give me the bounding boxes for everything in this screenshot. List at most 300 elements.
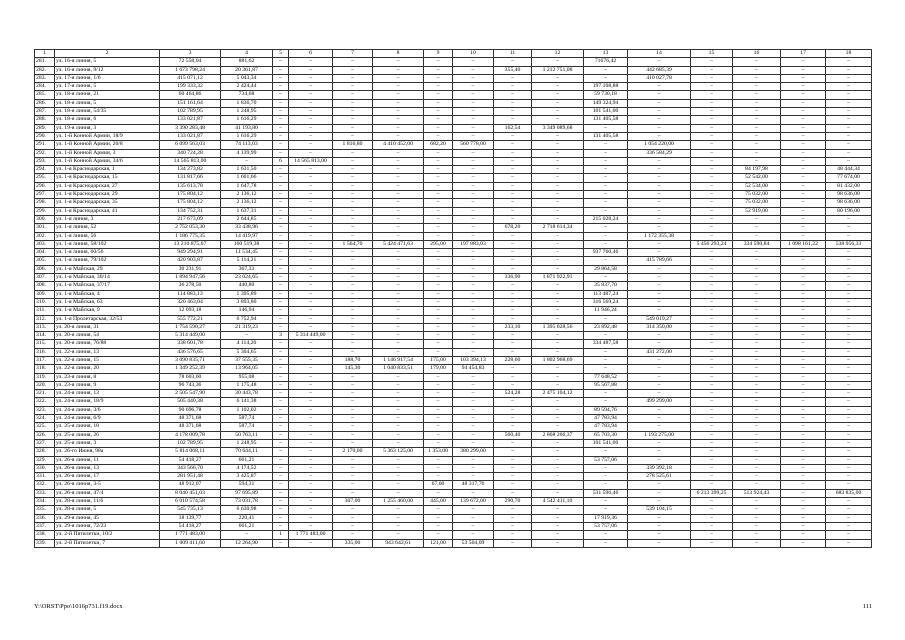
table-cell: – (424, 274, 453, 282)
column-header: 2 (55, 50, 160, 58)
table-cell: – (733, 506, 781, 514)
table-cell: – (333, 99, 373, 107)
table-cell: – (333, 257, 373, 265)
table-cell: – (333, 307, 373, 315)
row-number: 300. (35, 215, 55, 223)
table-cell: – (691, 108, 733, 116)
table-cell: – (424, 290, 453, 298)
table-cell: – (781, 282, 826, 290)
table-cell: – (781, 332, 826, 340)
table-cell: – (424, 116, 453, 124)
table-cell: 415 071,12 (160, 74, 221, 82)
column-header: 18 (826, 50, 872, 58)
table-cell: 3 390 283,48 (160, 124, 221, 132)
table-cell: – (273, 522, 289, 530)
table-cell: – (424, 348, 453, 356)
table-cell: 661,21 (221, 456, 273, 464)
table-cell: 54 418,27 (160, 456, 221, 464)
table-cell: – (733, 448, 781, 456)
table-cell: – (453, 381, 494, 389)
table-cell: – (826, 332, 872, 340)
table-cell: – (781, 531, 826, 539)
table-row (35, 373, 872, 381)
table-cell: – (628, 240, 691, 248)
table-cell: – (273, 282, 289, 290)
table-cell: – (584, 166, 628, 174)
table-cell: – (453, 506, 494, 514)
table-cell: – (273, 464, 289, 472)
row-number: 299. (35, 207, 55, 215)
table-cell: – (532, 415, 584, 423)
table-cell: 545 735,13 (160, 506, 221, 514)
table-cell: – (532, 464, 584, 472)
table-row (35, 215, 872, 223)
address-cell: ул. 1-й Конной Армии, 3 (55, 149, 160, 157)
column-header: 8 (373, 50, 424, 58)
table-row (35, 448, 872, 456)
table-cell: – (584, 191, 628, 199)
address-cell: ул. 20-я линия, 31 (55, 323, 160, 331)
table-cell: – (494, 423, 532, 431)
table-cell: – (733, 83, 781, 91)
table-cell: 139 672,00 (453, 498, 494, 506)
row-number: 327. (35, 439, 55, 447)
table-row (35, 356, 872, 364)
table-cell: 11 534,45 (221, 249, 273, 257)
table-cell: 683 835,00 (826, 489, 872, 497)
table-cell: – (273, 323, 289, 331)
table-cell: – (424, 381, 453, 389)
table-cell: – (424, 282, 453, 290)
table-cell: 343 566,70 (160, 464, 221, 472)
table-cell: – (333, 224, 373, 232)
table-cell: – (584, 398, 628, 406)
table-row (35, 390, 872, 398)
table-cell: – (532, 215, 584, 223)
table-cell: 314 350,00 (628, 323, 691, 331)
table-row (35, 124, 872, 132)
table-cell: 1 349 252,39 (160, 365, 221, 373)
table-cell: – (289, 307, 333, 315)
row-number: 290. (35, 132, 55, 140)
table-cell: – (826, 249, 872, 257)
table-cell: – (494, 398, 532, 406)
table-cell: – (494, 58, 532, 66)
table-cell: – (373, 99, 424, 107)
table-cell: 20 361,87 (221, 66, 273, 74)
row-number: 282. (35, 66, 55, 74)
table-cell: – (424, 398, 453, 406)
table-cell: – (691, 539, 733, 547)
address-cell: ул. 23-я линия, 8 (55, 373, 160, 381)
table-cell: 94 454,83 (453, 365, 494, 373)
address-cell: ул. 2-й Пятилетки, 7 (55, 539, 160, 547)
table-cell: – (453, 431, 494, 439)
address-cell: ул. 24-я линия, 6/9 (55, 415, 160, 423)
address-cell: ул. 18-я линия, 5 (55, 99, 160, 107)
table-cell: – (781, 249, 826, 257)
table-cell: – (826, 282, 872, 290)
table-cell: – (453, 348, 494, 356)
data-table (34, 49, 872, 548)
table-cell: – (289, 257, 333, 265)
table-cell: – (273, 99, 289, 107)
row-number: 305. (35, 257, 55, 265)
table-cell: 6 630,98 (221, 506, 273, 514)
table-cell: – (453, 58, 494, 66)
table-cell: – (453, 307, 494, 315)
table-cell: – (532, 340, 584, 348)
table-cell: 734,68 (221, 91, 273, 99)
table-cell: – (333, 481, 373, 489)
table-cell: 442 685,39 (628, 66, 691, 74)
table-cell: – (333, 74, 373, 82)
table-cell: – (289, 340, 333, 348)
table-cell: – (691, 166, 733, 174)
table-cell: 72 558,04 (160, 58, 221, 66)
table-cell: – (424, 199, 453, 207)
table-cell: – (424, 431, 453, 439)
table-row (35, 191, 872, 199)
table-cell: – (373, 83, 424, 91)
table-cell: – (584, 66, 628, 74)
row-number: 309. (35, 290, 55, 298)
table-cell: – (373, 224, 424, 232)
table-cell: – (691, 390, 733, 398)
table-cell: 52 534,00 (733, 182, 781, 190)
table-row (35, 116, 872, 124)
row-number: 302. (35, 232, 55, 240)
table-cell: 149 324,94 (584, 99, 628, 107)
table-cell: 445,00 (424, 498, 453, 506)
table-cell: 355,40 (494, 66, 532, 74)
table-cell: – (424, 124, 453, 132)
table-cell: – (273, 539, 289, 547)
table-cell: – (781, 356, 826, 364)
table-cell: – (494, 282, 532, 290)
table-cell: 23 892,48 (584, 323, 628, 331)
table-cell: 338 601,78 (160, 340, 221, 348)
table-cell: – (826, 66, 872, 74)
table-row (35, 298, 872, 306)
table-cell: – (584, 539, 628, 547)
table-cell: – (424, 423, 453, 431)
table-cell: – (289, 539, 333, 547)
table-cell: – (273, 166, 289, 174)
table-cell: 8 040 451,03 (160, 489, 221, 497)
table-cell: – (733, 365, 781, 373)
table-cell: 2 170,00 (333, 448, 373, 456)
table-cell: – (333, 348, 373, 356)
address-cell: ул. 26-я линия, 3-5 (55, 481, 160, 489)
table-cell: – (453, 157, 494, 165)
table-cell: – (289, 423, 333, 431)
table-cell: – (691, 265, 733, 273)
table-cell: – (826, 423, 872, 431)
table-cell: – (691, 232, 733, 240)
table-cell: – (826, 58, 872, 66)
table-cell: – (373, 423, 424, 431)
table-cell: 4 178 009,78 (160, 431, 221, 439)
table-cell: 380 299,00 (453, 448, 494, 456)
table-cell: – (532, 282, 584, 290)
row-number: 325. (35, 423, 55, 431)
table-cell: – (532, 332, 584, 340)
table-cell: – (584, 240, 628, 248)
column-header: 10 (453, 50, 494, 58)
table-cell: – (453, 332, 494, 340)
table-cell: – (781, 431, 826, 439)
table-cell: – (826, 406, 872, 414)
table-cell: – (373, 66, 424, 74)
table-cell: – (691, 132, 733, 140)
table-cell: – (628, 290, 691, 298)
table-cell: – (424, 108, 453, 116)
table-cell: – (781, 539, 826, 547)
table-cell: – (373, 249, 424, 257)
table-cell: 6 213 399,25 (691, 489, 733, 497)
table-cell: – (532, 506, 584, 514)
table-row (35, 498, 872, 506)
table-cell: – (289, 166, 333, 174)
table-cell: – (584, 356, 628, 364)
table-cell: 3 090 835,71 (160, 356, 221, 364)
table-cell: – (733, 522, 781, 530)
table-cell: 436 576,65 (160, 348, 221, 356)
table-cell: 220,41 (221, 514, 273, 522)
table-cell: – (333, 124, 373, 132)
table-cell: – (733, 116, 781, 124)
table-cell: – (691, 415, 733, 423)
address-cell: ул. 22-я линия, 20 (55, 365, 160, 373)
table-cell: 531 596,46 (584, 489, 628, 497)
table-cell: – (532, 307, 584, 315)
row-number: 312. (35, 315, 55, 323)
table-cell: – (453, 108, 494, 116)
table-cell: – (453, 439, 494, 447)
table-cell: – (691, 307, 733, 315)
table-cell: – (373, 473, 424, 481)
table-row (35, 240, 872, 248)
table-cell: – (373, 373, 424, 381)
row-number: 318. (35, 365, 55, 373)
table-cell: – (781, 456, 826, 464)
column-header: 4 (221, 50, 273, 58)
table-cell: – (273, 249, 289, 257)
table-cell: 98 636,00 (826, 191, 872, 199)
table-cell: – (453, 124, 494, 132)
table-cell: 1 040 833,51 (373, 365, 424, 373)
table-cell: 48 371,68 (160, 423, 221, 431)
row-number: 322. (35, 398, 55, 406)
table-cell: 316 569,24 (584, 298, 628, 306)
table-cell: – (691, 224, 733, 232)
table-cell: – (691, 182, 733, 190)
table-cell: – (781, 207, 826, 215)
table-cell: – (289, 224, 333, 232)
table-cell: – (273, 489, 289, 497)
table-cell: – (826, 99, 872, 107)
table-row (35, 157, 872, 165)
table-cell: – (289, 249, 333, 257)
row-number: 310. (35, 298, 55, 306)
row-number: 283. (35, 74, 55, 82)
address-cell: ул. 1-я линия, 52 (55, 224, 160, 232)
table-cell: 134 273,82 (160, 166, 221, 174)
table-cell: 95 567,88 (584, 381, 628, 389)
table-cell: – (273, 498, 289, 506)
table-cell: – (532, 74, 584, 82)
table-cell: – (628, 489, 691, 497)
table-cell: – (628, 423, 691, 431)
table-cell: – (628, 191, 691, 199)
table-cell: 539 104,15 (628, 506, 691, 514)
table-cell: – (333, 373, 373, 381)
table-cell: – (494, 166, 532, 174)
table-cell: – (628, 182, 691, 190)
table-cell: 101 541,00 (584, 108, 628, 116)
table-cell: – (273, 199, 289, 207)
column-header: 5 (273, 50, 289, 58)
table-cell: – (373, 215, 424, 223)
table-cell: – (289, 398, 333, 406)
table-cell: – (373, 132, 424, 140)
table-cell: – (532, 132, 584, 140)
table-cell: – (733, 514, 781, 522)
table-cell: – (373, 522, 424, 530)
table-cell: – (373, 199, 424, 207)
table-cell: – (781, 506, 826, 514)
table-cell: 37 555,35 (221, 356, 273, 364)
address-cell: ул. 26-я линия, 47/4 (55, 489, 160, 497)
table-cell: – (532, 149, 584, 157)
table-cell: – (584, 315, 628, 323)
table-cell: – (424, 514, 453, 522)
table-cell: 113 487,24 (584, 290, 628, 298)
table-cell: – (289, 91, 333, 99)
table-cell: – (691, 74, 733, 82)
table-cell: 52 542,00 (733, 174, 781, 182)
table-cell: – (289, 448, 333, 456)
table-cell: – (289, 365, 333, 373)
table-cell: – (289, 108, 333, 116)
table-cell: – (273, 448, 289, 456)
table-cell: – (494, 83, 532, 91)
table-cell: – (333, 91, 373, 99)
table-cell: – (826, 265, 872, 273)
address-cell: ул. 1-й Конной Армии, 18/9 (55, 132, 160, 140)
table-row (35, 332, 872, 340)
table-cell: – (424, 249, 453, 257)
table-row (35, 315, 872, 323)
table-cell: – (628, 531, 691, 539)
row-number: 306. (35, 265, 55, 273)
table-cell: – (333, 464, 373, 472)
address-cell: ул. 28-я линия, 11/6 (55, 498, 160, 506)
table-cell: 937 760,46 (584, 249, 628, 257)
row-number: 297. (35, 191, 55, 199)
table-cell: – (453, 74, 494, 82)
table-cell: – (453, 91, 494, 99)
row-number: 314. (35, 332, 55, 340)
table-cell: 59 730,18 (584, 91, 628, 99)
table-cell: – (289, 415, 333, 423)
table-cell: – (453, 340, 494, 348)
table-cell: 121,00 (424, 539, 453, 547)
table-cell: – (691, 257, 733, 265)
table-cell: – (333, 207, 373, 215)
table-cell: – (691, 498, 733, 506)
table-row (35, 257, 872, 265)
table-cell: – (826, 514, 872, 522)
table-cell: 36 278,50 (160, 282, 221, 290)
table-cell: – (333, 456, 373, 464)
table-cell: 290,70 (494, 498, 532, 506)
table-cell: – (584, 207, 628, 215)
table-cell: – (373, 282, 424, 290)
table-cell: – (289, 116, 333, 124)
table-cell: – (424, 265, 453, 273)
table-cell: – (333, 265, 373, 273)
table-cell: – (373, 166, 424, 174)
table-cell: – (691, 191, 733, 199)
table-cell: – (532, 398, 584, 406)
table-cell: 2 136,12 (221, 199, 273, 207)
table-cell: – (628, 91, 691, 99)
table-cell: – (781, 91, 826, 99)
table-cell: – (733, 99, 781, 107)
table-cell: – (628, 356, 691, 364)
table-cell: 1 098 161,22 (781, 240, 826, 248)
table-cell: – (691, 531, 733, 539)
table-cell: – (373, 108, 424, 116)
table-cell: – (333, 431, 373, 439)
table-cell: – (532, 365, 584, 373)
table-cell: – (781, 157, 826, 165)
table-row (35, 415, 872, 423)
table-cell: – (373, 207, 424, 215)
table-cell: – (424, 132, 453, 140)
row-number: 284. (35, 83, 55, 91)
header-row (35, 50, 872, 58)
address-cell: ул. 22-я линия, 15 (55, 356, 160, 364)
table-cell: 678,20 (494, 224, 532, 232)
table-cell: – (733, 332, 781, 340)
table-cell: – (273, 257, 289, 265)
table-cell: – (453, 66, 494, 74)
table-cell: – (273, 298, 289, 306)
table-row (35, 149, 872, 157)
table-cell: 2 424,44 (221, 83, 273, 91)
table-cell: – (691, 215, 733, 223)
row-number: 289. (35, 124, 55, 132)
table-cell: – (733, 282, 781, 290)
table-cell: – (532, 439, 584, 447)
table-cell: 160 519,38 (221, 240, 273, 248)
address-cell: ул. 1-я Краснодарская, 27 (55, 182, 160, 190)
table-cell: – (781, 390, 826, 398)
row-number: 304. (35, 249, 55, 257)
table-row (35, 74, 872, 82)
table-cell: – (691, 141, 733, 149)
table-cell: – (289, 58, 333, 66)
table-row (35, 249, 872, 257)
table-cell: – (273, 290, 289, 298)
table-cell: – (273, 265, 289, 273)
table-cell: – (733, 249, 781, 257)
table-cell: 881,62 (221, 58, 273, 66)
table-cell: – (532, 240, 584, 248)
